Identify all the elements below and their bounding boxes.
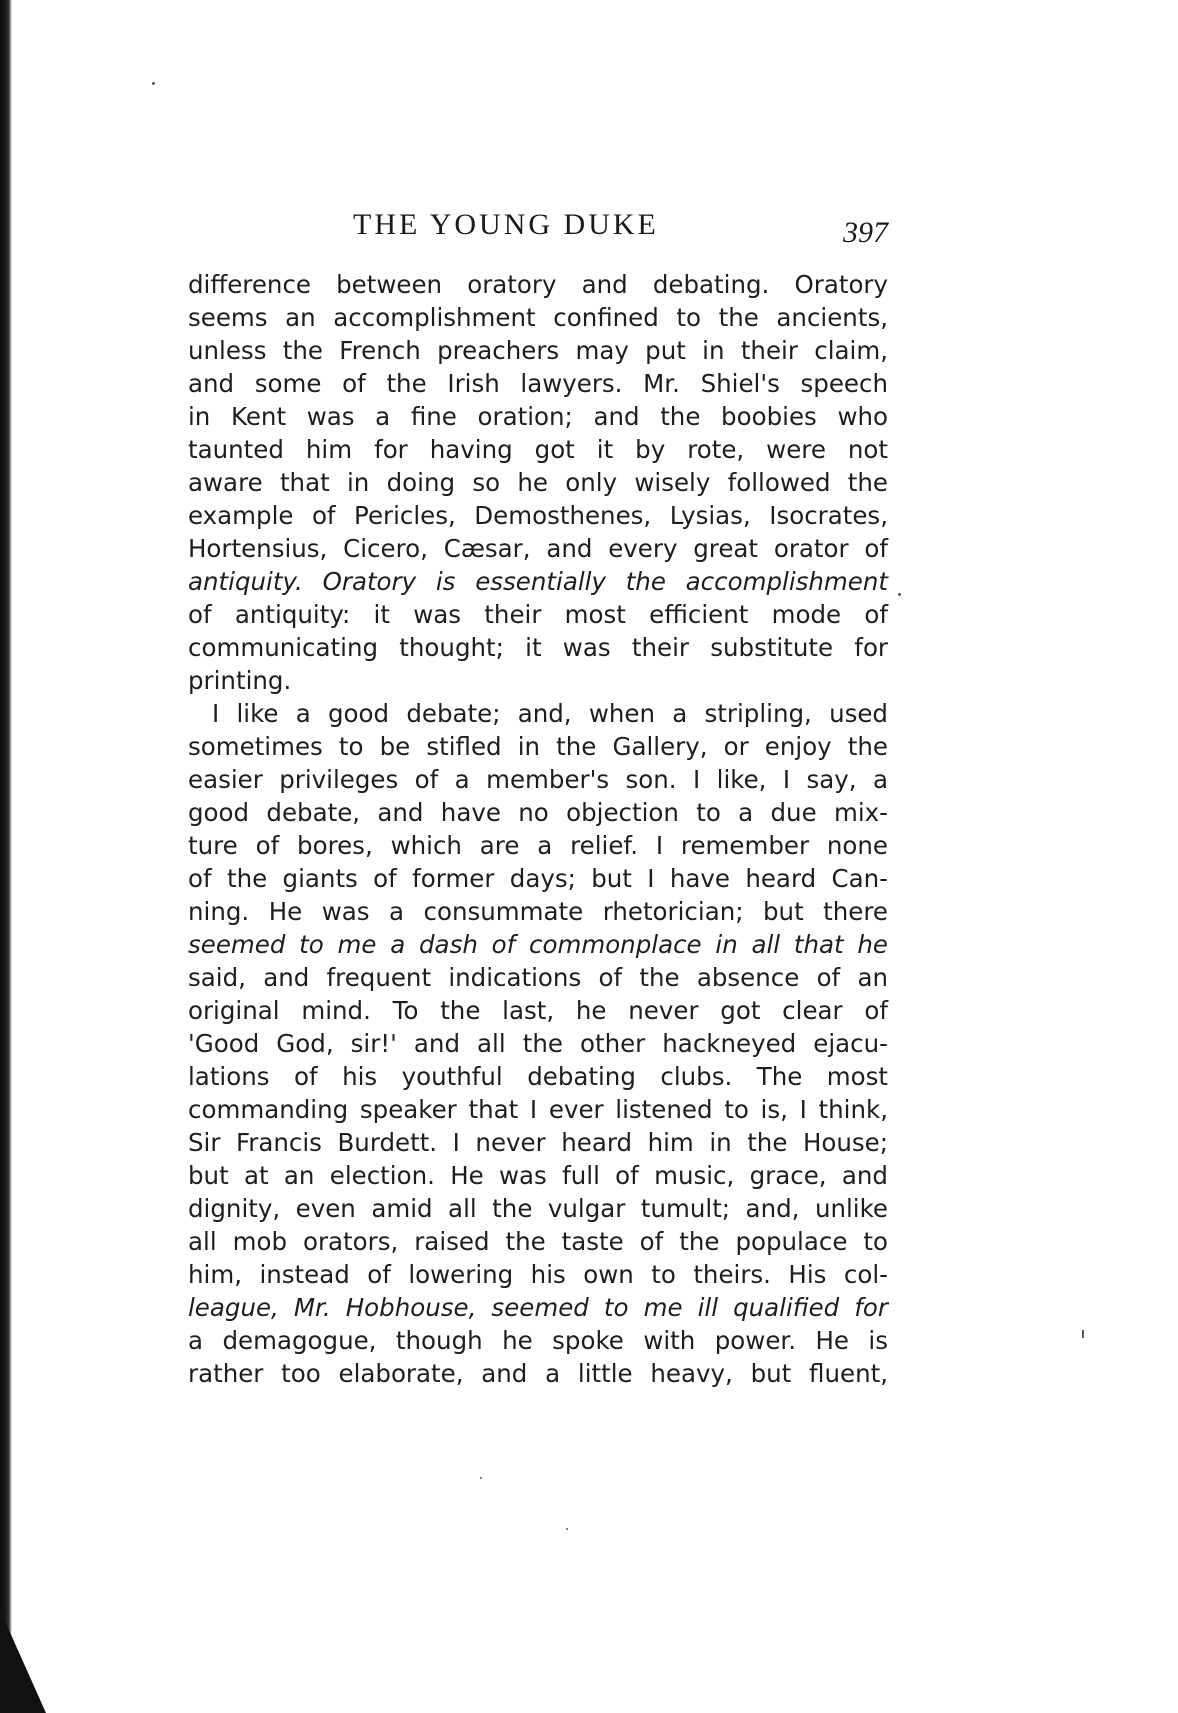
- text-line: Sir Francis Burdett. I never heard him in the House;: [188, 1128, 888, 1157]
- paper-speck: [1082, 1330, 1084, 1338]
- text-line: difference between oratory and debating. Oratory: [188, 270, 888, 299]
- text-line: taunted him for having got it by rote, were not: [188, 435, 888, 464]
- text-line: unless the French preachers may put in their claim,: [188, 336, 888, 365]
- text-line: league, Mr. Hobhouse, seemed to me ill qualified for: [188, 1293, 888, 1322]
- text-line: printing.: [188, 666, 292, 695]
- text-line: seemed to me a dash of commonplace in all that he: [188, 930, 888, 959]
- running-title: THE YOUNG DUKE: [353, 208, 659, 241]
- text-line: communicating thought; it was their substitute for: [188, 633, 888, 662]
- text-line: I like a good debate; and, when a stripling, used: [212, 699, 888, 728]
- text-line: him, instead of lowering his own to theirs. His col-: [188, 1260, 888, 1289]
- page-binding-shadow: [0, 1610, 46, 1713]
- paper-speck: [480, 1477, 482, 1479]
- body-text: [188, 268, 888, 1390]
- text-line: a demagogue, though he spoke with power. He is: [188, 1326, 888, 1355]
- text-line: seems an accomplishment confined to the ancients,: [188, 303, 888, 332]
- text-line: and some of the Irish lawyers. Mr. Shiel's speech: [188, 369, 888, 398]
- text-line: of antiquity: it was their most efficient mode of: [188, 600, 888, 629]
- text-line: all mob orators, raised the taste of the populace to: [188, 1227, 888, 1256]
- paper-speck: [152, 82, 155, 85]
- text-line: easier privileges of a member's son. I like, I say, a: [188, 765, 888, 794]
- text-line: good debate, and have no objection to a due mix-: [188, 798, 888, 827]
- text-line: original mind. To the last, he never got clear of: [188, 996, 888, 1025]
- text-line: commanding speaker that I ever listened to is, I think,: [188, 1095, 888, 1124]
- text-line: but at an election. He was full of music, grace, and: [188, 1161, 888, 1190]
- text-line: sometimes to be stifled in the Gallery, or enjoy the: [188, 732, 888, 761]
- text-line: dignity, even amid all the vulgar tumult; and, unlike: [188, 1194, 888, 1223]
- text-line: said, and frequent indications of the absence of an: [188, 963, 888, 992]
- running-head: [188, 208, 888, 252]
- paper-speck: [898, 593, 901, 596]
- text-line: aware that in doing so he only wisely followed the: [188, 468, 888, 497]
- text-line: Hortensius, Cicero, Cæsar, and every great orator of: [188, 534, 888, 563]
- text-line: ning. He was a consummate rhetorician; but there: [188, 897, 888, 926]
- text-line: ture of bores, which are a relief. I remember none: [188, 831, 888, 860]
- page-number: 397: [843, 216, 888, 249]
- text-line: of the giants of former days; but I have heard Can-: [188, 864, 888, 893]
- paper-speck: [566, 1528, 568, 1530]
- text-line: lations of his youthful debating clubs. The most: [188, 1062, 888, 1091]
- text-line: antiquity. Oratory is essentially the accomplishment: [188, 567, 888, 596]
- page-binding-edge: [0, 0, 12, 1713]
- text-line: 'Good God, sir!' and all the other hackneyed ejacu-: [188, 1029, 888, 1058]
- text-line: rather too elaborate, and a little heavy, but fluent,: [188, 1359, 888, 1388]
- text-line: example of Pericles, Demosthenes, Lysias, Isocrates,: [188, 501, 888, 530]
- text-line: in Kent was a fine oration; and the boobies who: [188, 402, 888, 431]
